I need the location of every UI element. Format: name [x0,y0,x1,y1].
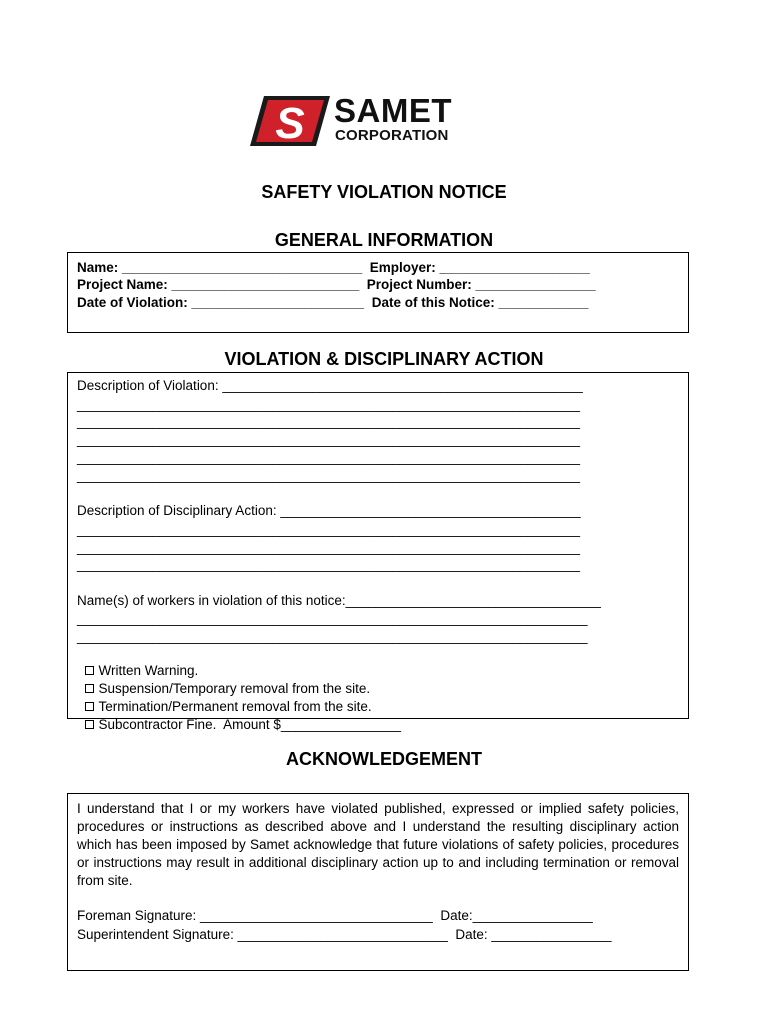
disciplinary-action-field[interactable]: Description of Disciplinary Action: ________________________________________ [77,503,581,518]
logo-line-1: SAMET [334,92,452,129]
violation-description-line[interactable]: ___________________________________________________________________ [77,450,581,465]
workers-field[interactable]: Name(s) of workers in violation of this notice:__________________________________ [77,593,601,608]
option-label: Written Warning. [98,663,199,678]
disciplinary-action-line[interactable]: ___________________________________________________________________ [77,540,581,555]
name-employer-row: Name: ________________________________ Employer: ____________________ [77,260,590,275]
workers-line[interactable]: ____________________________________________________________________ [77,629,588,644]
violation-description-field[interactable]: Description of Violation: ________________________________________________ [77,378,583,393]
samet-logo [250,92,468,150]
option-label: Subcontractor Fine. Amount $________________ [98,717,401,732]
dates-row: Date of Violation: _______________________ Date of this Notice: ____________ [77,295,589,310]
option-label: Suspension/Temporary removal from the site. [98,681,371,696]
superintendent-signature-field[interactable]: Superintendent Signature: ____________________________ Date: ________________ [77,927,612,942]
logo-line-2: CORPORATION [335,127,449,144]
logo-mark-letter: S [275,99,305,148]
project-row: Project Name: _________________________ Project Number: ________________ [77,277,596,292]
violation-description-line[interactable]: ___________________________________________________________________ [77,432,581,447]
option-label: Termination/Permanent removal from the site. [98,699,372,714]
checkbox-icon[interactable] [85,720,94,729]
workers-line[interactable]: ____________________________________________________________________ [77,611,588,626]
acknowledgement-paragraph: I understand that I or my workers have violated published, expressed or implied safety policies, procedures or instructions as described above and I understand the resulting disciplinary action which has been imposed by Samet acknowledge that future violations of safety policies, procedures or instructions may result in additional disciplinary action up to and including termination or removal from site. [77,801,679,888]
violation-description-line[interactable]: ___________________________________________________________________ [77,414,581,429]
samet-s-mark-icon [250,94,332,150]
acknowledgement-heading: ACKNOWLEDGEMENT [286,749,482,769]
foreman-signature-field[interactable]: Foreman Signature: _______________________________ Date:________________ [77,908,593,923]
violation-description-line[interactable]: ___________________________________________________________________ [77,468,581,483]
violation-heading: VIOLATION & DISCIPLINARY ACTION [224,349,544,369]
disciplinary-action-line[interactable]: ___________________________________________________________________ [77,522,581,537]
general-information-heading: GENERAL INFORMATION [274,230,494,250]
option-subcontractor-fine[interactable] [77,699,401,733]
violation-description-line[interactable]: ___________________________________________________________________ [77,397,581,412]
disciplinary-action-line[interactable]: ___________________________________________________________________ [77,557,581,572]
page-title: SAFETY VIOLATION NOTICE [261,182,507,202]
